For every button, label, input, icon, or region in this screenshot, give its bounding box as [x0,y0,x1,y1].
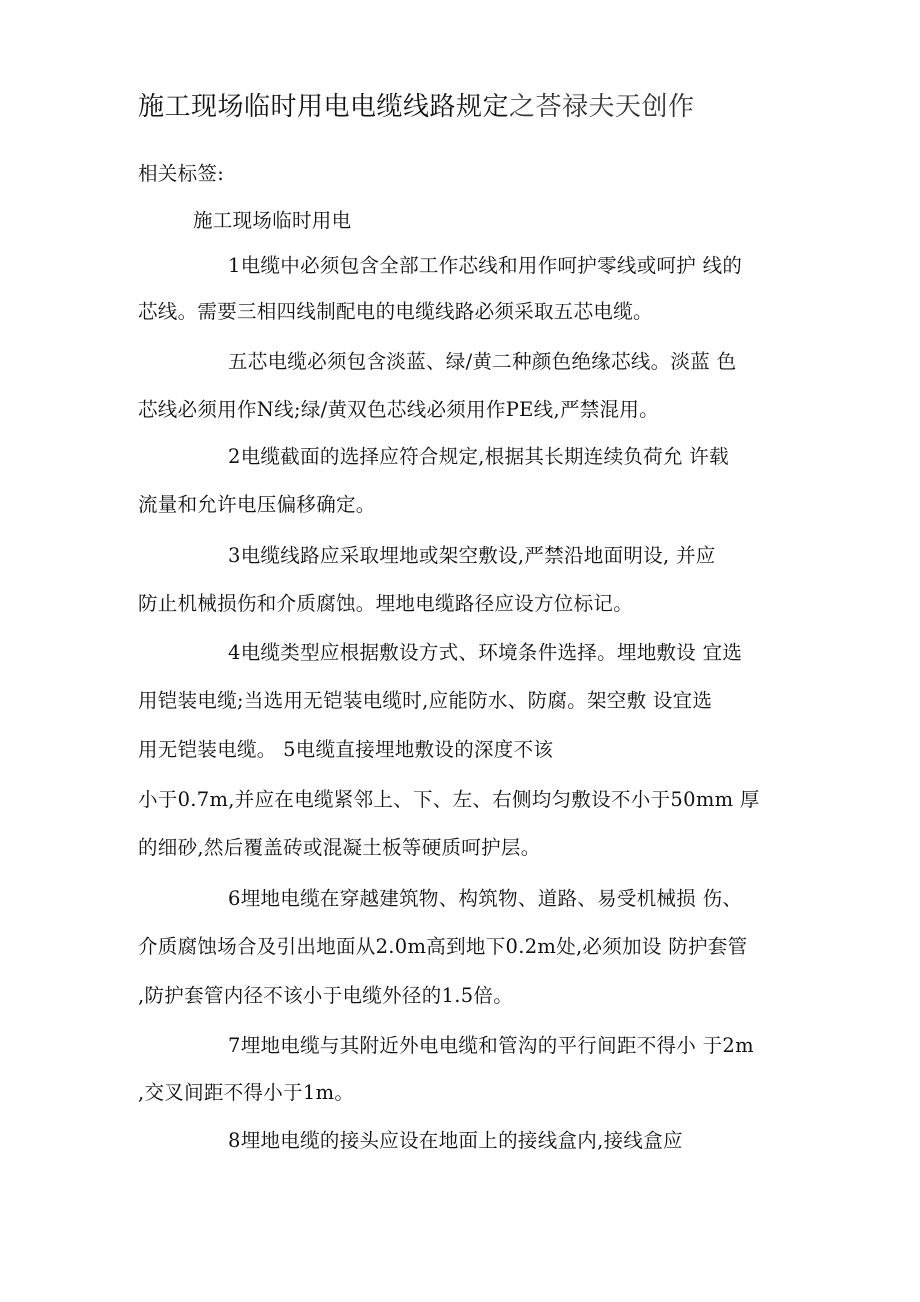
tags-label: 相关标签: [138,162,225,185]
paragraph-line: 3电缆线路应采取埋地或架空敷设,严禁沿地面明设, 并应 [228,544,716,567]
paragraph-line: 用无铠装电缆。 5电缆直接埋地敷设的深度不该 [138,738,554,761]
paragraph-line: 4电缆类型应根据敷设方式、环境条件选择。埋地敷设 宜选 [228,641,743,664]
paragraph-line: 7埋地电缆与其附近外电电缆和管沟的平行间距不得小 于2m [228,1034,754,1057]
tag-value: 施工现场临时用电 [193,209,352,232]
title-suffix: 之荅禄夫天创作 [509,92,695,122]
title-main: 施工现场临时用电电缆线路规定 [138,92,510,122]
paragraph-line: 2电缆截面的选择应符合规定,根据其长期连续负荷允 许载 [228,445,729,468]
paragraph-line: 防止机械损伤和介质腐蚀。埋地电缆路径应设方位标记。 [138,592,634,615]
paragraph-line: 1电缆中必须包含全部工作芯线和用作呵护零线或呵护 线的 [228,254,743,277]
paragraph-line: 8埋地电缆的接头应设在地面上的接线盒内,接线盒应 [228,1129,683,1152]
paragraph-line: 芯线。需要三相四线制配电的电缆线路必须采取五芯电缆。 [138,300,653,323]
document-title [138,86,695,123]
paragraph-line: ,防护套管内径不该小于电缆外径的1.5倍。 [138,984,514,1007]
paragraph-line: 流量和允许电压偏移确定。 [138,493,376,516]
paragraph-line: 的细砂,然后覆盖砖或混凝土板等硬质呵护层。 [138,836,541,859]
paragraph-line: 小于0.7m,并应在电缆紧邻上、下、左、右侧均匀敷设不小于50mm 厚 [138,788,760,811]
paragraph-line: 用铠装电缆;当选用无铠装电缆时,应能防水、防腐。架空敷 设宜选 [138,689,713,712]
paragraph-line: 6埋地电缆在穿越建筑物、构筑物、道路、易受机械损 伤、 [228,887,743,910]
paragraph-line: 介质腐蚀场合及引出地面从2.0m高到地下0.2m处,必须加设 防护套管 [138,935,748,958]
paragraph-line: 五芯电缆必须包含淡蓝、绿/黄二种颜色绝缘芯线。淡蓝 色 [228,350,737,373]
paragraph-line: ,交叉间距不得小于1m。 [138,1081,355,1104]
paragraph-line: 芯线必须用作N线;绿/黄双色芯线必须用作PE线,严禁混用。 [138,398,659,421]
